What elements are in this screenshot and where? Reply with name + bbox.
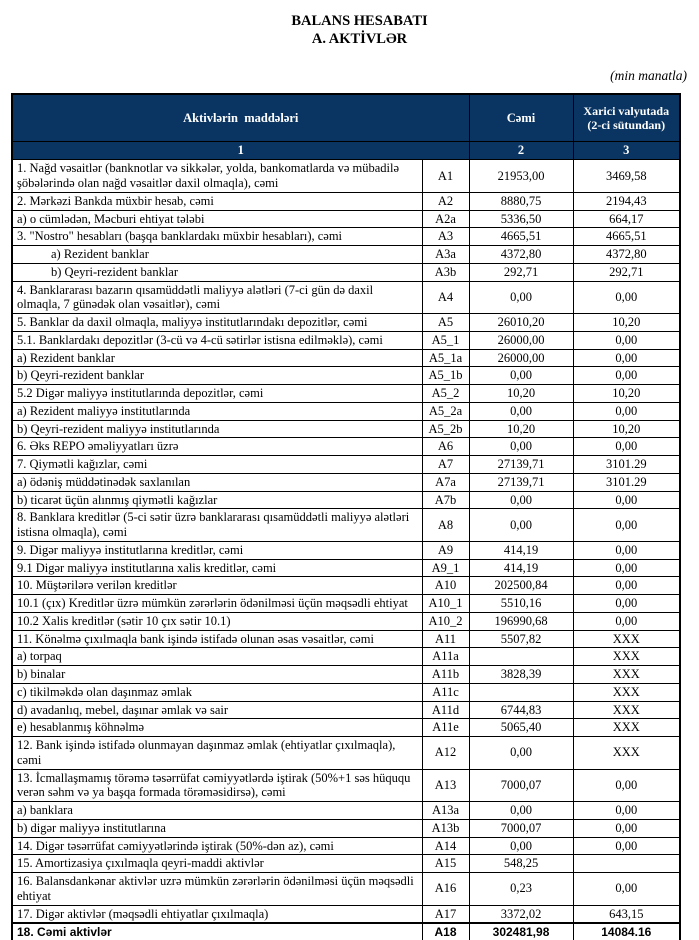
row-total-value: 414,19 — [469, 541, 573, 559]
row-description: a) torpaq — [12, 648, 422, 666]
table-row — [12, 314, 680, 332]
row-description: 9.1 Digər maliyyə institutlarına xalis kreditlər, cəmi — [12, 559, 422, 577]
row-total-value: 5507,82 — [469, 630, 573, 648]
header-items-label: Aktivlərin maddələri — [12, 94, 469, 142]
row-total-value: 0,00 — [469, 491, 573, 509]
row-foreign-currency-value: 3469,58 — [573, 160, 680, 193]
table-row — [12, 263, 680, 281]
row-foreign-currency-value: 0,00 — [573, 873, 680, 906]
row-foreign-currency-value: 0,00 — [573, 509, 680, 542]
row-total-value: 7000,07 — [469, 819, 573, 837]
row-description: 5.1. Banklardakı depozitlər (3-cü və 4-cü sətirlər istisna edilməklə), cəmi — [12, 331, 422, 349]
table-row — [12, 228, 680, 246]
table-row — [12, 577, 680, 595]
table-row — [12, 246, 680, 264]
row-foreign-currency-value: 0,00 — [573, 402, 680, 420]
row-description: b) ticarət üçün alınmış qiymətli kağızlar — [12, 491, 422, 509]
table-row — [12, 491, 680, 509]
table-row — [12, 210, 680, 228]
row-foreign-currency-value: XXX — [573, 666, 680, 684]
table-row — [12, 701, 680, 719]
row-foreign-currency-value: 10,20 — [573, 314, 680, 332]
row-foreign-currency-value: XXX — [573, 719, 680, 737]
row-code: A8 — [422, 509, 469, 542]
row-foreign-currency-value — [573, 855, 680, 873]
header-total-label: Cəmi — [469, 94, 573, 142]
row-foreign-currency-value: 14084.16 — [573, 923, 680, 940]
row-foreign-currency-value: 0,00 — [573, 491, 680, 509]
row-code: A3a — [422, 246, 469, 264]
row-code: A17 — [422, 905, 469, 923]
table-row — [12, 855, 680, 873]
row-description: b) Qeyri-rezident banklar — [12, 263, 422, 281]
row-description: b) Qeyri-rezident maliyyə institutlarında — [12, 420, 422, 438]
header-row-column-numbers — [12, 142, 680, 160]
table-row — [12, 438, 680, 456]
row-foreign-currency-value: XXX — [573, 737, 680, 770]
table-row — [12, 666, 680, 684]
row-total-value: 202500,84 — [469, 577, 573, 595]
row-code: A5_2 — [422, 385, 469, 403]
table-row — [12, 473, 680, 491]
row-code: A1 — [422, 160, 469, 193]
row-code: A7a — [422, 473, 469, 491]
table-row — [12, 367, 680, 385]
table-row — [12, 541, 680, 559]
row-description: 6. Əks REPO əməliyyatları üzrə — [12, 438, 422, 456]
row-foreign-currency-value: 0,00 — [573, 541, 680, 559]
row-description: d) avadanlıq, mebel, daşınar əmlak və sair — [12, 701, 422, 719]
row-description: 12. Bank işində istifadə olunmayan daşınmaz əmlak (ehtiyatlar çıxılmaqla), cəmi — [12, 737, 422, 770]
row-total-value: 6744,83 — [469, 701, 573, 719]
header-foreign-currency-label: Xarici valyutada (2-ci sütundan) — [573, 94, 680, 142]
row-foreign-currency-value: 0,00 — [573, 837, 680, 855]
row-description: a) Rezident banklar — [12, 246, 422, 264]
row-total-value: 0,00 — [469, 837, 573, 855]
table-row — [12, 192, 680, 210]
row-total-value: 414,19 — [469, 559, 573, 577]
row-total-value: 292,71 — [469, 263, 573, 281]
row-code: A10_2 — [422, 612, 469, 630]
row-foreign-currency-value: 0,00 — [573, 367, 680, 385]
row-foreign-currency-value: 0,00 — [573, 577, 680, 595]
column-number-2: 2 — [469, 142, 573, 160]
row-total-value: 27139,71 — [469, 473, 573, 491]
row-code: A5_2a — [422, 402, 469, 420]
table-row — [12, 769, 680, 802]
row-code: A6 — [422, 438, 469, 456]
row-code: A4 — [422, 281, 469, 314]
table-row — [12, 630, 680, 648]
row-foreign-currency-value: 0,00 — [573, 438, 680, 456]
table-row — [12, 819, 680, 837]
row-description: 10.1 (çıx) Kreditlər üzrə mümkün zərərlərin ödənilməsi üçün məqsədli ehtiyat — [12, 595, 422, 613]
row-description: 7. Qiymətli kağızlar, cəmi — [12, 456, 422, 474]
row-foreign-currency-value: 4665,51 — [573, 228, 680, 246]
row-total-value: 196990,68 — [469, 612, 573, 630]
row-code: A2 — [422, 192, 469, 210]
row-foreign-currency-value: 10,20 — [573, 385, 680, 403]
table-row — [12, 456, 680, 474]
row-code: A11b — [422, 666, 469, 684]
row-foreign-currency-value: 10,20 — [573, 420, 680, 438]
row-foreign-currency-value: 0,00 — [573, 559, 680, 577]
row-foreign-currency-value: XXX — [573, 683, 680, 701]
row-code: A11a — [422, 648, 469, 666]
row-total-value: 5336,50 — [469, 210, 573, 228]
row-description: 13. İcmallaşmamış törəmə təsərrüfat cəmiyyətlərdə iştirak (50%+1 səs hüququ verən səhm və ya başqa formada törəməsidirsə), cəmi — [12, 769, 422, 802]
row-total-value: 26000,00 — [469, 331, 573, 349]
table-row — [12, 402, 680, 420]
unit-note: (min manatla) — [610, 68, 687, 84]
row-description: 16. Balansdankənar aktivlər uzrə mümkün zərərlərin ödənilməsi üçün məqsədli ehtiyat — [12, 873, 422, 906]
row-code: A11 — [422, 630, 469, 648]
table-body — [12, 160, 680, 940]
table-row — [12, 802, 680, 820]
row-code: A3b — [422, 263, 469, 281]
row-code: A5_1a — [422, 349, 469, 367]
row-description: b) binalar — [12, 666, 422, 684]
row-total-value: 0,00 — [469, 367, 573, 385]
table-row — [12, 873, 680, 906]
row-description: a) Rezident maliyyə institutlarında — [12, 402, 422, 420]
header-row-labels — [12, 94, 680, 142]
row-foreign-currency-value: 0,00 — [573, 769, 680, 802]
row-total-value — [469, 648, 573, 666]
row-foreign-currency-value: XXX — [573, 701, 680, 719]
row-description: 18. Cəmi aktivlər — [12, 923, 422, 940]
row-foreign-currency-value: 0,00 — [573, 349, 680, 367]
row-code: A9 — [422, 541, 469, 559]
row-total-value: 27139,71 — [469, 456, 573, 474]
row-total-value: 4665,51 — [469, 228, 573, 246]
table-row — [12, 648, 680, 666]
row-code: A15 — [422, 855, 469, 873]
report-title-line2: A. AKTİVLƏR — [311, 31, 408, 48]
row-total-value — [469, 683, 573, 701]
table-row — [12, 385, 680, 403]
row-description: 10.2 Xalis kreditlər (sətir 10 çıx sətir 10.1) — [12, 612, 422, 630]
table-row — [12, 612, 680, 630]
row-code: A5 — [422, 314, 469, 332]
row-code: A7b — [422, 491, 469, 509]
column-number-3: 3 — [573, 142, 680, 160]
row-foreign-currency-value: XXX — [573, 630, 680, 648]
table-row — [12, 420, 680, 438]
table-row — [12, 559, 680, 577]
row-code: A10_1 — [422, 595, 469, 613]
row-description: 11. Könəlmə çıxılmaqla bank işində istifadə olunan əsas vəsaitlər, cəmi — [12, 630, 422, 648]
table-row — [12, 837, 680, 855]
row-description: 2. Mərkəzi Bankda müxbir hesab, cəmi — [12, 192, 422, 210]
table-row — [12, 683, 680, 701]
row-foreign-currency-value: 292,71 — [573, 263, 680, 281]
table-row — [12, 331, 680, 349]
document-title — [0, 12, 699, 48]
table-row — [12, 923, 680, 940]
row-foreign-currency-value: 4372,80 — [573, 246, 680, 264]
row-description: 9. Digər maliyyə institutlarına kreditlər, cəmi — [12, 541, 422, 559]
row-description: 5.2 Digər maliyyə institutlarında depozitlər, cəmi — [12, 385, 422, 403]
row-code: A5_1 — [422, 331, 469, 349]
row-total-value: 5065,40 — [469, 719, 573, 737]
row-description: a) banklara — [12, 802, 422, 820]
row-code: A12 — [422, 737, 469, 770]
row-code: A2a — [422, 210, 469, 228]
table-row — [12, 719, 680, 737]
row-foreign-currency-value: 2194,43 — [573, 192, 680, 210]
table-row — [12, 509, 680, 542]
row-foreign-currency-value: 0,00 — [573, 331, 680, 349]
row-foreign-currency-value: 3101.29 — [573, 473, 680, 491]
row-code: A11c — [422, 683, 469, 701]
row-description: 5. Banklar da daxil olmaqla, maliyyə institutlarındakı depozitlər, cəmi — [12, 314, 422, 332]
row-total-value: 0,00 — [469, 802, 573, 820]
row-code: A13 — [422, 769, 469, 802]
row-code: A5_1b — [422, 367, 469, 385]
row-description: a) Rezident banklar — [12, 349, 422, 367]
row-total-value: 5510,16 — [469, 595, 573, 613]
table-header — [12, 94, 680, 160]
row-total-value: 0,00 — [469, 281, 573, 314]
row-total-value: 8880,75 — [469, 192, 573, 210]
row-code: A18 — [422, 923, 469, 940]
row-description: 17. Digər aktivlər (məqsədli ehtiyatlar çıxılmaqla) — [12, 905, 422, 923]
row-total-value: 26000,00 — [469, 349, 573, 367]
column-number-1: 1 — [12, 142, 469, 160]
row-foreign-currency-value: 0,00 — [573, 802, 680, 820]
row-total-value: 4372,80 — [469, 246, 573, 264]
row-total-value: 0,00 — [469, 737, 573, 770]
row-total-value: 10,20 — [469, 385, 573, 403]
row-description: 8. Banklara kreditlər (5-ci sətir üzrə banklararası qısamüddətli maliyyə alətləri istisna olmaqla), cəmi — [12, 509, 422, 542]
row-total-value: 3372,02 — [469, 905, 573, 923]
row-total-value: 3828,39 — [469, 666, 573, 684]
row-code: A10 — [422, 577, 469, 595]
row-description: e) hesablanmış köhnəlmə — [12, 719, 422, 737]
row-total-value: 10,20 — [469, 420, 573, 438]
table-row — [12, 595, 680, 613]
row-description: a) o cümlədən, Məcburi ehtiyat tələbi — [12, 210, 422, 228]
row-total-value: 0,00 — [469, 438, 573, 456]
row-foreign-currency-value: 0,00 — [573, 819, 680, 837]
row-foreign-currency-value: XXX — [573, 648, 680, 666]
row-description: 15. Amortizasiya çıxılmaqla qeyri-maddi aktivlər — [12, 855, 422, 873]
row-total-value: 0,00 — [469, 402, 573, 420]
row-description: c) tikilməkdə olan daşınmaz əmlak — [12, 683, 422, 701]
row-description: 3. "Nostro" hesabları (başqa banklardakı müxbir hesabları), cəmi — [12, 228, 422, 246]
row-description: 14. Digər təsərrüfat cəmiyyətlərində iştirak (50%-dən az), cəmi — [12, 837, 422, 855]
row-code: A16 — [422, 873, 469, 906]
row-total-value: 21953,00 — [469, 160, 573, 193]
row-total-value: 26010,20 — [469, 314, 573, 332]
row-foreign-currency-value: 0,00 — [573, 612, 680, 630]
row-description: b) digər maliyyə institutlarına — [12, 819, 422, 837]
row-foreign-currency-value: 643,15 — [573, 905, 680, 923]
row-description: 4. Banklararası bazarın qısamüddətli maliyyə alətləri (7-ci gün də daxil olmaqla, 7 günədək olan vəsaitlər), cəmi — [12, 281, 422, 314]
row-total-value: 7000,07 — [469, 769, 573, 802]
row-total-value: 548,25 — [469, 855, 573, 873]
table-row — [12, 905, 680, 923]
table-row — [12, 281, 680, 314]
row-code: A5_2b — [422, 420, 469, 438]
row-code: A14 — [422, 837, 469, 855]
row-code: A7 — [422, 456, 469, 474]
table-row — [12, 160, 680, 193]
row-code: A11e — [422, 719, 469, 737]
row-total-value: 0,23 — [469, 873, 573, 906]
row-description: 1. Nağd vəsaitlər (banknotlar və sikkələr, yolda, bankomatlarda və mübadilə şöbələrində olan nağd vəsaitlər daxil olmaqla), cəmi — [12, 160, 422, 193]
row-code: A13a — [422, 802, 469, 820]
row-code: A11d — [422, 701, 469, 719]
row-code: A9_1 — [422, 559, 469, 577]
row-description: b) Qeyri-rezident banklar — [12, 367, 422, 385]
row-code: A13b — [422, 819, 469, 837]
row-foreign-currency-value: 3101.29 — [573, 456, 680, 474]
row-foreign-currency-value: 0,00 — [573, 595, 680, 613]
row-code: A3 — [422, 228, 469, 246]
table-row — [12, 349, 680, 367]
row-foreign-currency-value: 0,00 — [573, 281, 680, 314]
table-row — [12, 737, 680, 770]
row-total-value: 0,00 — [469, 509, 573, 542]
report-title-line1: BALANS HESABATI — [291, 13, 428, 29]
row-description: 10. Müştərilərə verilən kreditlər — [12, 577, 422, 595]
row-description: a) ödəniş müddətinədək saxlanılan — [12, 473, 422, 491]
assets-balance-table — [11, 93, 681, 940]
row-total-value: 302481,98 — [469, 923, 573, 940]
row-foreign-currency-value: 664,17 — [573, 210, 680, 228]
